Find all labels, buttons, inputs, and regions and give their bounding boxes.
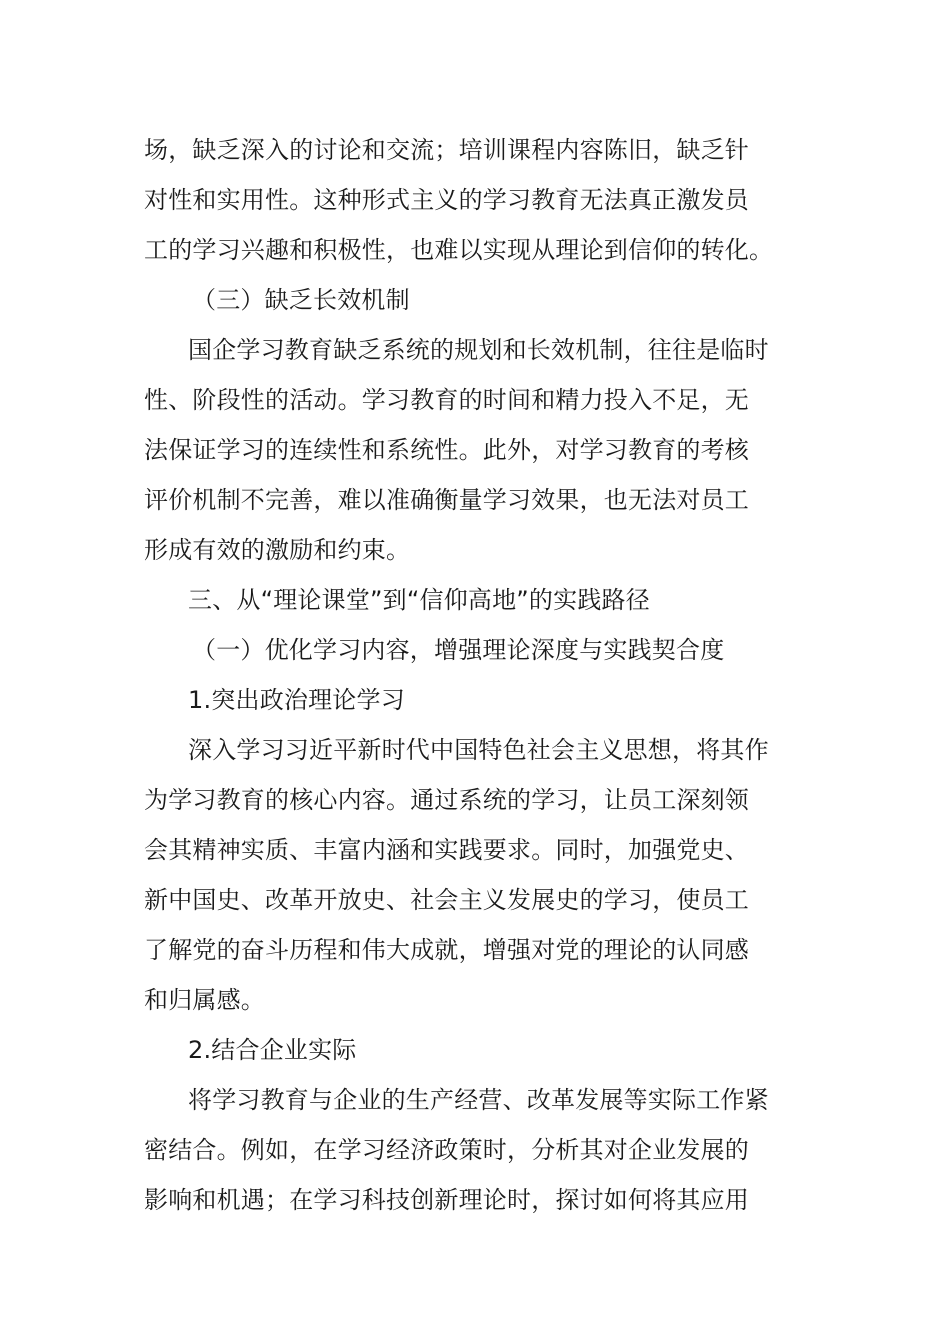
paragraph-line: 和归属感。 xyxy=(144,986,265,1014)
subsection-heading: 1.突出政治理论学习 xyxy=(188,686,405,714)
paragraph-line: 评价机制不完善，难以准确衡量学习效果，也无法对员工 xyxy=(144,486,749,514)
paragraph-line: 对性和实用性。这种形式主义的学习教育无法真正激发员 xyxy=(144,186,749,214)
section-heading: （一）优化学习内容，增强理论深度与实践契合度 xyxy=(192,636,725,664)
section-heading: 三、从“理论课堂”到“信仰高地”的实践路径 xyxy=(188,586,650,614)
paragraph-line: 国企学习教育缺乏系统的规划和长效机制，往往是临时 xyxy=(188,336,769,364)
paragraph-line: 形成有效的激励和约束。 xyxy=(144,536,411,564)
paragraph-line: 影响和机遇；在学习科技创新理论时，探讨如何将其应用 xyxy=(144,1186,749,1214)
paragraph-line: 法保证学习的连续性和系统性。此外，对学习教育的考核 xyxy=(144,436,749,464)
paragraph-line: 密结合。例如，在学习经济政策时，分析其对企业发展的 xyxy=(144,1136,749,1164)
paragraph-line: 场，缺乏深入的讨论和交流；培训课程内容陈旧，缺乏针 xyxy=(144,136,749,164)
paragraph-line: 了解党的奋斗历程和伟大成就，增强对党的理论的认同感 xyxy=(144,936,749,964)
paragraph-line: 性、阶段性的活动。学习教育的时间和精力投入不足，无 xyxy=(144,386,749,414)
paragraph-line: 将学习教育与企业的生产经营、改革发展等实际工作紧 xyxy=(188,1086,769,1114)
paragraph-line: 深入学习习近平新时代中国特色社会主义思想，将其作 xyxy=(188,736,769,764)
section-heading: （三）缺乏长效机制 xyxy=(192,286,410,314)
paragraph-line: 为学习教育的核心内容。通过系统的学习，让员工深刻领 xyxy=(144,786,749,814)
paragraph-line: 会其精神实质、丰富内涵和实践要求。同时，加强党史、 xyxy=(144,836,749,864)
subsection-heading: 2.结合企业实际 xyxy=(188,1036,357,1064)
paragraph-line: 工的学习兴趣和积极性，也难以实现从理论到信仰的转化。 xyxy=(144,236,774,264)
paragraph-line: 新中国史、改革开放史、社会主义发展史的学习，使员工 xyxy=(144,886,749,914)
